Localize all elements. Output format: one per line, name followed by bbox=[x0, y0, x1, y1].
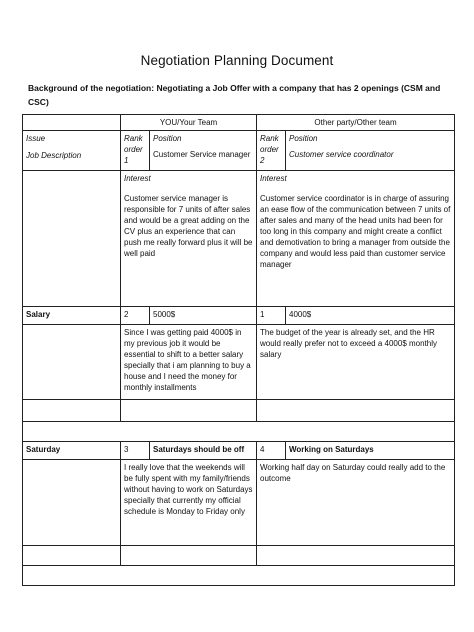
empty-cell bbox=[23, 400, 121, 422]
blank-row bbox=[23, 566, 455, 586]
position-label: Position bbox=[153, 134, 182, 143]
other-interest-cell bbox=[257, 171, 455, 307]
header-empty-cell bbox=[23, 115, 121, 131]
interest-label: Interest bbox=[260, 174, 287, 183]
job-you-rank: 1 bbox=[124, 156, 129, 165]
salary-interest-row bbox=[23, 325, 455, 400]
document-title: Negotiation Planning Document bbox=[140, 53, 334, 68]
issue-label-cell bbox=[23, 131, 121, 171]
saturday-you-interest: I really love that the weekends will be fully spent with my family/friends without having to work on Saturdays specially that currently my official schedule is Monday to Friday only bbox=[121, 460, 257, 546]
salary-position-row bbox=[23, 307, 455, 325]
job-other-interest: Customer service coordinator is in charge of assuring an ease flow of the communication between 7 units of after sales and many of the head units had been for too long in this company and might create a conflict and demotivation to bring a manager from outside the company and would less paid than customer service manager bbox=[260, 194, 451, 269]
empty-issue-cell bbox=[23, 325, 121, 400]
position-label: Position bbox=[289, 134, 318, 143]
saturday-interest-row bbox=[23, 460, 455, 546]
rank-order-label: Rank order bbox=[260, 134, 279, 154]
job-other-position: Customer service coordinator bbox=[289, 150, 394, 159]
empty-issue-cell bbox=[23, 460, 121, 546]
issue-label: Issue bbox=[26, 134, 46, 143]
header-other: Other party/Other team bbox=[257, 115, 455, 131]
spacer-row bbox=[23, 400, 455, 422]
other-rank-cell bbox=[257, 131, 286, 171]
other-position-cell bbox=[286, 131, 455, 171]
salary-you-rank: 2 bbox=[121, 307, 150, 325]
salary-other-interest: The budget of the year is already set, and the HR would really prefer not to exceed a 4000$ monthly salary bbox=[257, 325, 455, 400]
header-you: YOU/Your Team bbox=[121, 115, 257, 131]
empty-cell bbox=[121, 400, 257, 422]
saturday-other-interest: Working half day on Saturday could really add to the outcome bbox=[257, 460, 455, 546]
empty-issue-cell bbox=[23, 171, 121, 307]
table-header-row bbox=[23, 115, 455, 131]
negotiation-background: Background of the negotiation: Negotiating a Job Offer with a company that has 2 openings (CSM and CSC) bbox=[28, 83, 441, 107]
empty-cell bbox=[23, 422, 455, 442]
saturday-other-position: Working on Saturdays bbox=[286, 442, 455, 460]
you-rank-cell bbox=[121, 131, 150, 171]
job-you-position: Customer Service manager bbox=[153, 150, 251, 159]
salary-you-position: 5000$ bbox=[150, 307, 257, 325]
salary-other-rank: 1 bbox=[257, 307, 286, 325]
saturday-other-rank: 4 bbox=[257, 442, 286, 460]
saturday-you-position: Saturdays should be off bbox=[150, 442, 257, 460]
saturday-you-rank: 3 bbox=[121, 442, 150, 460]
job-interest-row bbox=[23, 171, 455, 307]
interest-label: Interest bbox=[124, 174, 151, 183]
job-description-label: Job Description bbox=[26, 151, 82, 160]
rank-order-label: Rank order bbox=[124, 134, 143, 154]
job-position-row bbox=[23, 131, 455, 171]
saturday-issue: Saturday bbox=[23, 442, 121, 460]
job-you-interest: Customer service manager is responsible for 7 units of after sales and would be a great adding on the CV plus an experience that can push me really forward plus it will be well paid bbox=[124, 194, 253, 258]
planning-table bbox=[22, 114, 455, 586]
empty-cell bbox=[257, 400, 455, 422]
empty-cell bbox=[23, 566, 455, 586]
salary-other-position: 4000$ bbox=[286, 307, 455, 325]
job-other-rank: 2 bbox=[260, 156, 265, 165]
saturday-position-row bbox=[23, 442, 455, 460]
empty-cell bbox=[121, 546, 257, 566]
empty-cell bbox=[257, 546, 455, 566]
salary-issue: Salary bbox=[23, 307, 121, 325]
you-interest-cell bbox=[121, 171, 257, 307]
blank-row bbox=[23, 422, 455, 442]
empty-cell bbox=[23, 546, 121, 566]
you-position-cell bbox=[150, 131, 257, 171]
salary-you-interest: Since I was getting paid 4000$ in my previous job it would be essential to shift to a better salary specially that i am planning to buy a house and I need the money for monthly installments bbox=[121, 325, 257, 400]
spacer-row bbox=[23, 546, 455, 566]
